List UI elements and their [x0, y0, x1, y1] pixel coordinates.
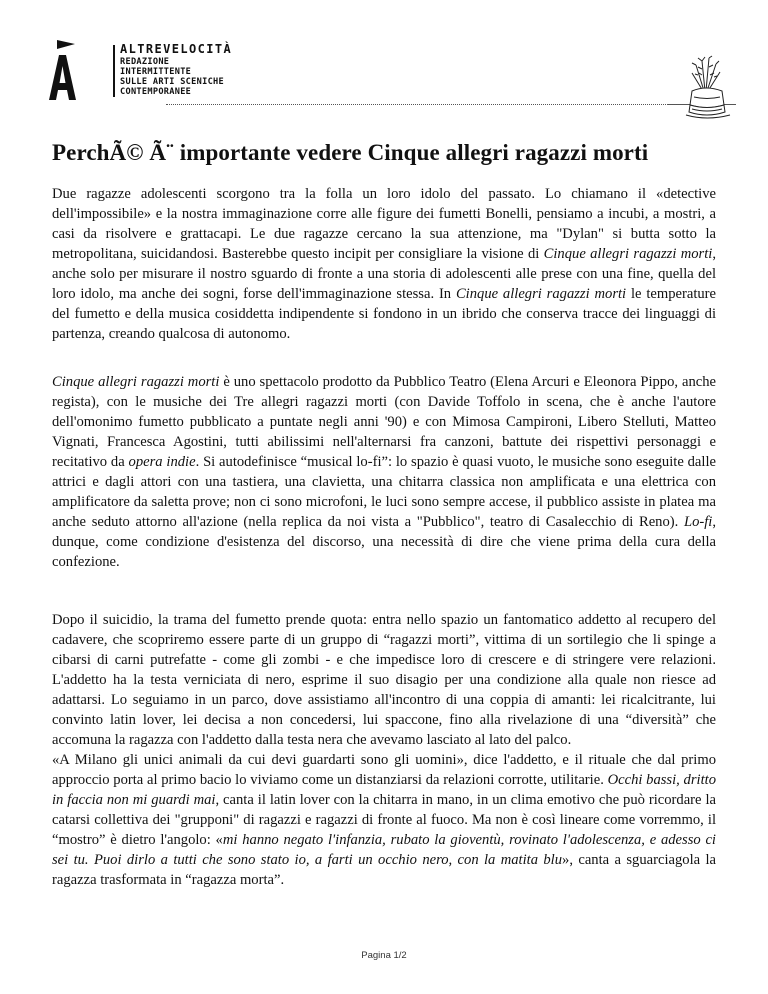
article-paragraph: Cinque allegri ragazzi morti è uno spettacolo prodotto da Pubblico Teatro (Elena Arcuri e Eleonora Pippo, anche regista), con le musiche dei Tre allegri ragazzi morti (con Davide Toffolo in scena, che è anche l'autore dell'omonimo fumetto pubblicato a puntate negli anni '90) e con Mimosa Campironi, Libero Stelluti, Matteo Vignati, Francesca Agostini, tutti abilissimi nell'alternarsi fra canzoni, battute dei rispettivi personaggi e recitativo da opera indie. Si autodefinisce “musical lo-fi”: lo spazio è quasi vuoto, le musiche sono eseguite dalle attrici e dagli attori con una tastiera, una clavietta, una chitarra classica non amplificata e una elettrica con amplificatore da saletta prove; non ci sono microfoni, le luci sono sempre accese, il pubblico assiste in platea ma anche seduto attorno all'azione (nella replica da noi vista a "Pubblico", teatro di Casalecchio di Reno). Lo-fi, dunque, come condizione d'esistenza del discorso, una necessità di dire che viene prima della cura della confezione. — [52, 374, 716, 570]
brand-subtitle-line: INTERMITTENTE — [120, 67, 192, 77]
page-header — [38, 38, 738, 138]
article-title: PerchÃ© Ã¨ importante vedere Cinque allegri ragazzi morti — [52, 140, 649, 165]
article-paragraph: Due ragazze adolescenti scorgono tra la folla un loro idolo del passato. Lo chiamano il «detective dell'impossibile» e la nostra immaginazione corre alle figure dei fumetti Bonelli, pensiamo a incubi, a mostri, a casi da risolvere e grattacapi. Le due ragazze cercano la sua attenzione, ma "Dylan" si butta sotto la metropolitana, suicidandosi. Basterebbe questo incipit per consigliare la visione di Cinque allegri ragazzi morti, anche solo per misurare il nostro sguardo di fronte a una storia di adolescenti alle prese con una fine, quella del loro idolo, ma anche dei sogni, forse dell'immaginazione stessa. In Cinque allegri ragazzi morti le temperature del fumetto e della musica cosiddetta indipendente si fondono in un ibrido che conserva tracce dei linguaggi di partenza, creando qualcosa di autonomo. — [52, 186, 717, 342]
brand-subtitle-line: SULLE ARTI SCENICHE — [120, 77, 225, 87]
header-dotted-rule — [166, 104, 668, 106]
altrevelocita-logo-icon — [44, 38, 80, 100]
page-number: Pagina 1/2 — [361, 950, 407, 961]
ink-bottle-feather-illustration-icon — [678, 55, 736, 121]
article-paragraph: Dopo il suicidio, la trama del fumetto prende quota: entra nello spazio un fantomatico addetto al recupero del cadavere, che scopriremo essere parte di un gruppo di “ragazzi morti”, vittima di un sortilegio che li spinge a cibarsi di carni putrefatte - come gli zombi - e che impedisce loro di crescere e di stringere vere relazioni. L'addetto ha la testa verniciata di nero, esprime il suo disagio per una condizione alla quale non riesce ad adattarsi. Lo seguiamo in un parco, dove assistiamo all'incontro di una coppia di amanti: lei ricalcitrante, lui convinto latin lover, lei decisa a non concedersi, lui spaccone, fino alla rivelazione di una “diversità” che accomuna la ragazza con l'addetto dalla testa nera che avevamo lasciato al lato del palco. «A Milano gli unici animali da cui devi guardarti sono gli uomini», dice l'addetto, e il rituale che dal primo approccio porta al primo bacio lo viviamo come un distanziarsi da relazioni corrotte, utilitarie. Occhi bassi, dritto in faccia non mi guardi mai, canta il latin lover con la chitarra in mano, in un clima emotivo che può ricordare la catarsi collettiva dei "grupponi" di ragazzi e ragazzi di fronte al fuoco. Ma non è così lineare come vorremmo, il “mostro” è dietro l'angolo: «mi hanno negato l'infanzia, rubato la gioventù, rovinato l'adolescenza, e adesso ci sei tu. Puoi dirlo a tutti che sono stato io, a farti un occhio nero, con la matita blu», canta a sguarciagola la ragazza trasformata in “ragazza morta”. — [52, 612, 717, 888]
logo-text — [120, 42, 232, 97]
brand-subtitle-line: CONTEMPORANEE — [120, 87, 192, 97]
logo-divider — [113, 45, 115, 97]
brand-subtitle-line: REDAZIONE — [120, 57, 170, 67]
brand-name: ALTREVELOCITÀ — [120, 42, 233, 56]
